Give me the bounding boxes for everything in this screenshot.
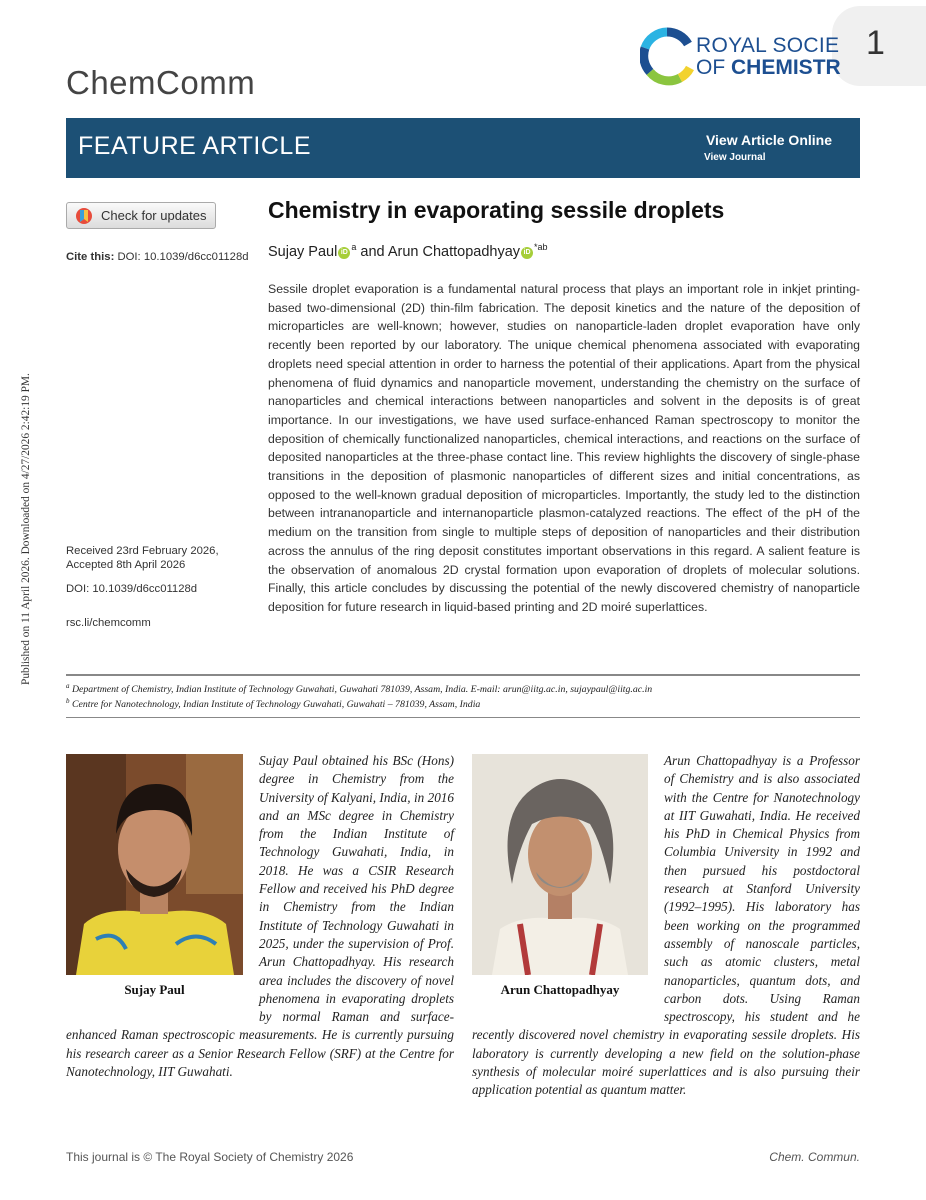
bio-paragraph: Sujay Paul obtained his BSc (Hons) degree in Chemistry from the University of Kalyani, India, in 2016 and an MSc degree in Chemistry from the Indian Institute of Technology Guwahati, India, in 2018. He was a CSIR Research Fellow and received his PhD degree in Chemistry from the Indian Institute of Technology Guwahati in 2025, under the supervision of Prof. Arun Chattopadhyay. His research area includes the discovery of novel phenomena in evaporating droplets by normal Raman and surface-enhanced Raman spectroscopic measurements. He is currently pursuing his research career as a Senior Research Fellow (SRF) at the Centre for Nanotechnology, IIT Guwahati. (66, 753, 454, 1080)
orcid-icon[interactable]: iD (338, 247, 350, 259)
view-journal-link[interactable]: View Journal (704, 152, 766, 163)
photo-caption: Arun Chattopadhyay (500, 982, 620, 997)
affiliation-mark: a (351, 242, 357, 252)
publisher-name-line2 (696, 56, 841, 80)
publisher-chemistry: CHEMISTR (731, 56, 841, 79)
photo-caption: Sujay Paul (124, 982, 185, 997)
article-title: Chemistry in evaporating sessile droplets (268, 197, 725, 223)
view-article-online-link[interactable]: View Article Online (705, 132, 832, 148)
publisher-name-line1: ROYAL SOCIE (696, 34, 840, 57)
article-type-banner (66, 118, 860, 178)
cite-label: Cite this: (66, 251, 115, 263)
received-date: Received 23rd February 2026, (66, 545, 219, 557)
copyright-footer: This journal is © The Royal Society of Chemistry 2026 (66, 1150, 354, 1164)
footnote-text: Department of Chemistry, Indian Institute of Technology Guwahati, Guwahati 781039, Assam, India. E-mail: arun@iitg.ac.in, sujaypaul@iitg.ac.in (71, 684, 653, 695)
accepted-date: Accepted 8th April 2026 (66, 559, 186, 571)
orcid-icon[interactable]: iD (521, 247, 533, 259)
journal-url[interactable]: rsc.li/chemcomm (66, 617, 151, 629)
author-name[interactable]: Sujay Paul (268, 244, 338, 260)
journal-abbrev-footer: Chem. Commun. (769, 1150, 860, 1164)
cite-this (66, 251, 249, 263)
doi[interactable]: DOI: 10.1039/d6cc01128d (66, 583, 198, 595)
article-type-label: FEATURE ARTICLE (78, 132, 312, 160)
check-for-updates-button[interactable] (66, 202, 216, 229)
journal-title: ChemComm (66, 64, 256, 101)
footnote (66, 682, 652, 695)
publisher-logo (640, 26, 844, 86)
portrait-image (472, 754, 648, 975)
author-photo (66, 754, 243, 975)
publication-margin-note (6, 340, 32, 685)
author-photo (472, 754, 648, 975)
abstract: Sessile droplet evaporation is a fundamental natural process that plays an important role in inkjet printing-based two-dimensional (2D) thin-film fabrication. The deposit kinetics and the nature of the deposition of microparticles are well-known; however, studies on nanoparticle-laden droplet evaporation have only recently been reported by our laboratory. The unique chemical phenomena associated with evaporating droplets need special attention in order to harness the potential of their applications. Apart from the physical phenomena of fluid dynamics and nanoparticle movement, understanding the chemistry on the surface of nanoparticles and chemical interactions between nanoparticles and solvent in the deposits is of great importance. In our investigations, we have used surface-enhanced Raman spectroscopy to monitor the deposition of chemically functionalized nanoparticles, chemical interactions, and reactions on the surface of deposited nanoparticles at the three-phase contact line. This review highlights the discovery of single-phase transitions in the deposition of plasmonic nanoparticles of different sizes and initial concentrations, as opposed to the well-known gradual deposition of microparticles. Importantly, the study led to the distinction between intrananoparticle and internanoparticle plasmon-catalyzed reactions. The effect of the pH of the medium on the transition from single to multiple steps of deposition of nanoparticles and their distribution across the annulus of the ring deposit constitutes important observations in this regard. A salient feature is the observation of anomalous 2D crystal formation upon evaporation of droplets of molecular solutions. Finally, this article concludes by discussing the potential of the newly discovered chemistry of nanoparticle deposition for future research in liquid-based printing and 2D moiré superlattices. (268, 282, 860, 614)
publisher-of: OF (696, 56, 726, 79)
cite-doi[interactable]: DOI: 10.1039/d6cc01128d (117, 251, 249, 263)
margin-note-text: Published on 11 April 2026. Downloaded on 4/27/2026 2:42:19 PM. (20, 373, 32, 685)
bookmark-update-icon (75, 207, 93, 225)
check-for-updates-label: Check for updates (101, 208, 207, 223)
footnote-text: Centre for Nanotechnology, Indian Institute of Technology Guwahati, Guwahati – 781039, Assam, India (71, 699, 481, 710)
publisher-logo-icon (640, 26, 694, 86)
footnote (66, 697, 480, 710)
author-name[interactable]: Arun Chattopadhyay (387, 244, 521, 260)
portrait-image (66, 754, 243, 975)
bio-paragraph: Arun Chattopadhyay is a Professor of Chemistry and is also associated with the Centre for Nanotechnology at IIT Guwahati, India. He received his PhD in Chemical Physics from Columbia University in 1992 and then pursued his postdoctoral research at Stanford University (1992–1995). His laboratory has been working on the programmed assembly of nanoscale particles, such as atomic clusters, metal nanoparticles, quantum dots, and carbon dots. Using Raman spectroscopy, his student and he recently discovered novel chemistry in evaporating sessile droplets. His laboratory is currently developing a new field on the solution-phase synthesis of molecular moiré superlattices and is also pursuing their application potential as quantum matter. (472, 753, 860, 1098)
author-conjunction: and (360, 244, 385, 260)
footnote-mark: a (66, 682, 70, 690)
footnote-mark: b (66, 697, 70, 705)
affiliation-mark: *ab (534, 242, 548, 252)
page-number: 1 (866, 24, 885, 62)
divider (66, 674, 860, 676)
divider (66, 717, 860, 718)
author-list (268, 242, 548, 260)
